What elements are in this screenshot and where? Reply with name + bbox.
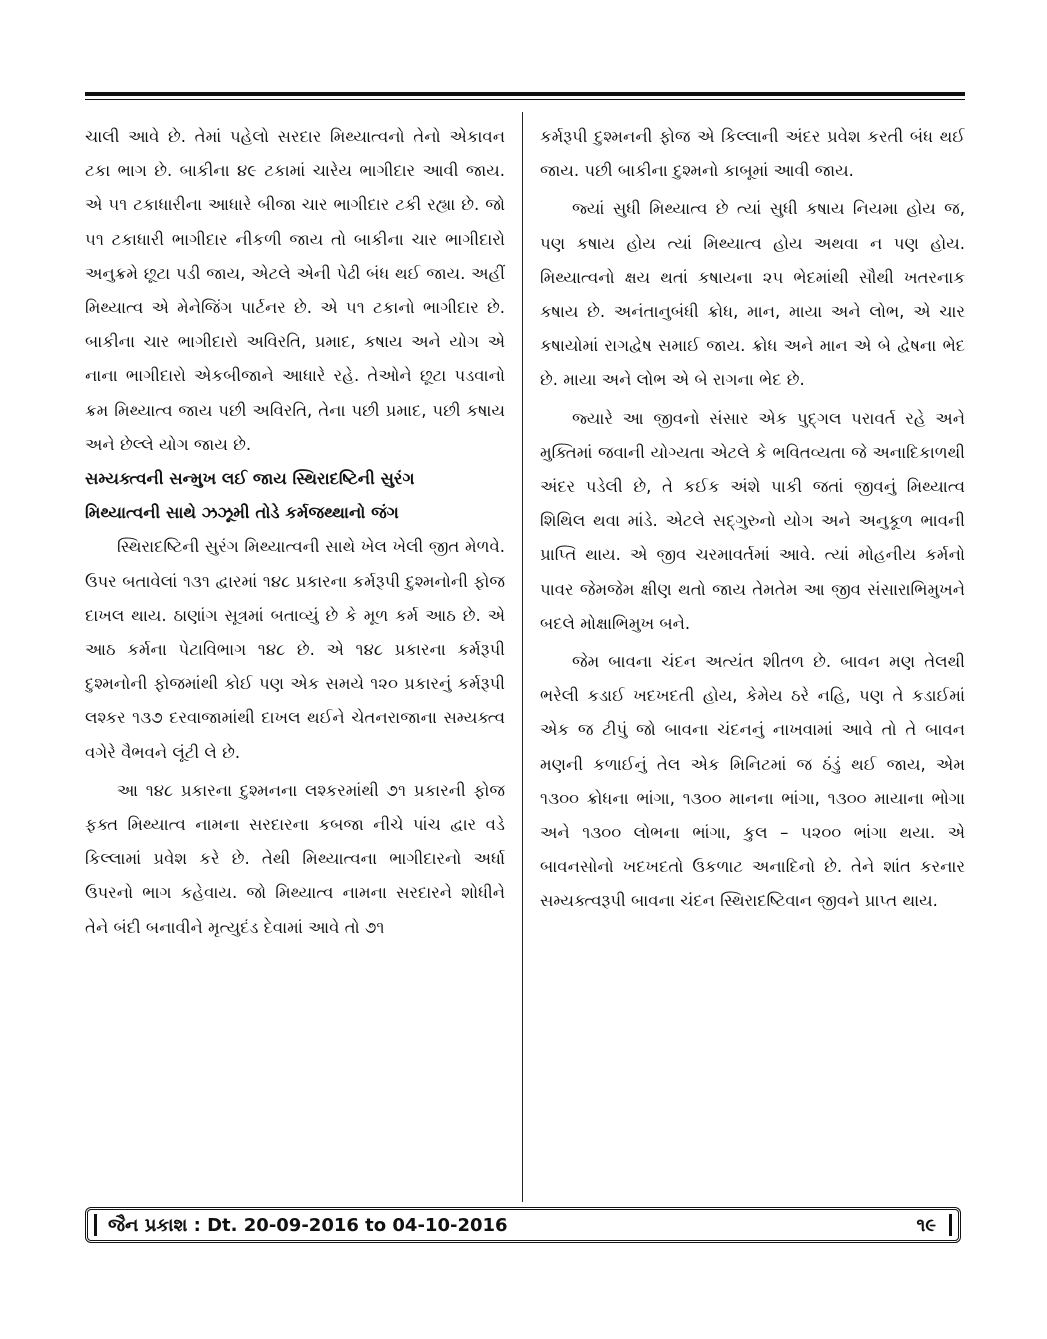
left-paragraph-2: સ્થિરાદષ્ટિની સુરંગ મિથ્યાત્વની સાથે ખેલ ખેલી જીત મેળવે. ઉપર બતાવેલાં ૧૩૧ દ્વારમાં ૧૪૮ પ્રકારના કર્મરૂપી દુશ્મનોની ફોજ દાખલ થાય. ઠાણાંગ સૂત્રમાં બતાવ્યું છે કે મૂળ કર્મ આઠ છે. એ આઠ કર્મના પેટાવિભાગ ૧૪૮ છે. એ ૧૪૮ પ્રકારના કર્મરૂપી દુશ્મનોની ફોજમાંથી કોઈ પણ એક સમયે ૧૨૦ પ્રકારનું કર્મરૂપી લશ્કર ૧૩૭ દરવાજામાંથી દાખલ થઈને ચેતનરાજાના સમ્યક્ત્વ વગેરે વૈભવને લૂંટી લે છે. [85,537,505,762]
footer-bar [85,1207,961,1243]
left-paragraph-1: ચાલી આવે છે. તેમાં પહેલો સરદાર મિથ્યાત્વનો તેનો એકાવન ટકા ભાગ છે. બાકીના ૪૯ ટકામાં ચારેય ભાગીદાર આવી જાય. એ ૫૧ ટકાધારીના આધારે બીજા ચાર ભાગીદાર ટકી રહ્યા છે. જો ૫૧ ટકાધારી ભાગીદાર નીકળી જાય તો બાકીના ચાર ભાગીદારો અનુક્રમે છૂટા પડી જાય, એટલે એની પેઢી બંધ થઈ જાય. અહીં મિથ્યાત્વ એ મેનેજિંગ પાર્ટનર છે. એ ૫૧ ટકાનો ભાગીદાર છે. બાકીના ચાર ભાગીદારો અવિરતિ, પ્રમાદ, કષાય અને યોગ એ નાના ભાગીદારો એકબીજાને આધારે રહે. તેઓને છૂટા પડવાનો ક્રમ મિથ્યાત્વ જાય પછી અવિરતિ, તેના પછી પ્રમાદ, પછી કષાય અને છેલ્લે યોગ જાય છે. [85,127,505,454]
right-column [540,120,965,1200]
column-divider [522,112,523,1202]
section-heading-line-1: સમ્યક્ત્વની સન્મુખ લઈ જાય સ્થિરાદષ્ટિની સુરંગ [85,469,415,489]
right-paragraph-2: જ્યાં સુધી મિથ્યાત્વ છે ત્યાં સુધી કષાય નિયમા હોય જ, પણ કષાય હોય ત્યાં મિથ્યાત્વ હોય અથવા ન પણ હોય. મિથ્યાત્વનો ક્ષય થતાં કષાયના ૨૫ ભેદમાંથી સૌથી ખતરનાક કષાય છે. અનંતાનુબંધી ક્રોધ, માન, માયા અને લોભ, એ ચાર કષાયોમાં રાગદ્વેષ સમાઈ જાય. ક્રોધ અને માન એ બે દ્વેષના ભેદ છે. માયા અને લોભ એ બે રાગના ભેદ છે. [540,199,965,390]
header-rule-thick [85,92,965,96]
header-rule-thin [85,99,965,100]
footer-left-cap [94,1214,97,1236]
left-paragraph-3: આ ૧૪૮ પ્રકારના દુશ્મનના લશ્કરમાંથી ૭૧ પ્રકારની ફોજ ફક્ત મિથ્યાત્વ નામના સરદારના કબજા નીચે પાંચ દ્વાર વડે કિલ્લામાં પ્રવેશ કરે છે. તેથી મિથ્યાત્વના ભાગીદારનો અર્ધા ઉપરનો ભાગ કહેવાય. જો મિથ્યાત્વ નામના સરદારને શોધીને તેને બંદી બનાવીને મૃત્યુદંડ દેવામાં આવે તો ૭૧ [85,780,505,937]
right-paragraph-4: જેમ બાવના ચંદન અત્યંત શીતળ છે. બાવન મણ તેલથી ભરેલી કડાઈ ખદખદતી હોય, કેમેય ઠરે નહિ, પણ તે કડાઈમાં એક જ ટીપું જો બાવના ચંદનનું નાખવામાં આવે તો તે બાવન મણની કળાઈનું તેલ એક મિનિટમાં જ ઠંડું થઈ જાય, એમ ૧૩૦૦ ક્રોધના ભાંગા, ૧૩૦૦ માનના ભાંગા, ૧૩૦૦ માયાના ભોગા અને ૧૩૦૦ લોભના ભાંગા, કુલ – ૫૨૦૦ ભાંગા થયા. એ બાવનસોનો ખદખદતો ઉકળાટ અનાદિનો છે. તેને શાંત કરનાર સમ્યક્ત્વરૂપી બાવના ચંદન સ્થિરાદષ્ટિવાન જીવને પ્રાપ્ત થાય. [540,652,965,911]
right-paragraph-3: જ્યારે આ જીવનો સંસાર એક પુદ્ગલ પરાવર્ત રહે અને મુક્તિમાં જવાની યોગ્યતા એટલે કે ભવિતવ્યતા જે અનાદિકાળથી અંદર પડેલી છે, તે કઈક અંશે પાકી જતાં જીવનું મિથ્યાત્વ શિથિલ થવા માંડે. એટલે સદ્ગુરુનો યોગ અને અનુકૂળ ભાવની પ્રાપ્તિ થાય. એ જીવ ચરમાવર્તમાં આવે. ત્યાં મોહનીય કર્મનો પાવર જેમજેમ ક્ષીણ થતો જાય તેમતેમ આ જીવ સંસારાભિમુખને બદલે મોક્ષાભિમુખ બને. [540,408,965,633]
page-number: ૧૯ [916,1215,936,1236]
footer-right-cap [949,1214,952,1236]
right-paragraph-1: કર્મરૂપી દુશ્મનની ફોજ એ કિલ્લાની અંદર પ્રવેશ કરતી બંધ થઈ જાય. પછી બાકીના દુશ્મનો કાબૂમાં આવી જાય. [540,127,965,181]
footer-publication: જૈન પ્રકાશ : Dt. 20-09-2016 to 04-10-2016 [108,1215,508,1236]
left-column [85,120,505,1200]
section-heading-line-2: મિથ્યાત્વની સાથે ઝઝૂમી તોડે કર્મજથ્થાનો જંગ [85,503,399,523]
